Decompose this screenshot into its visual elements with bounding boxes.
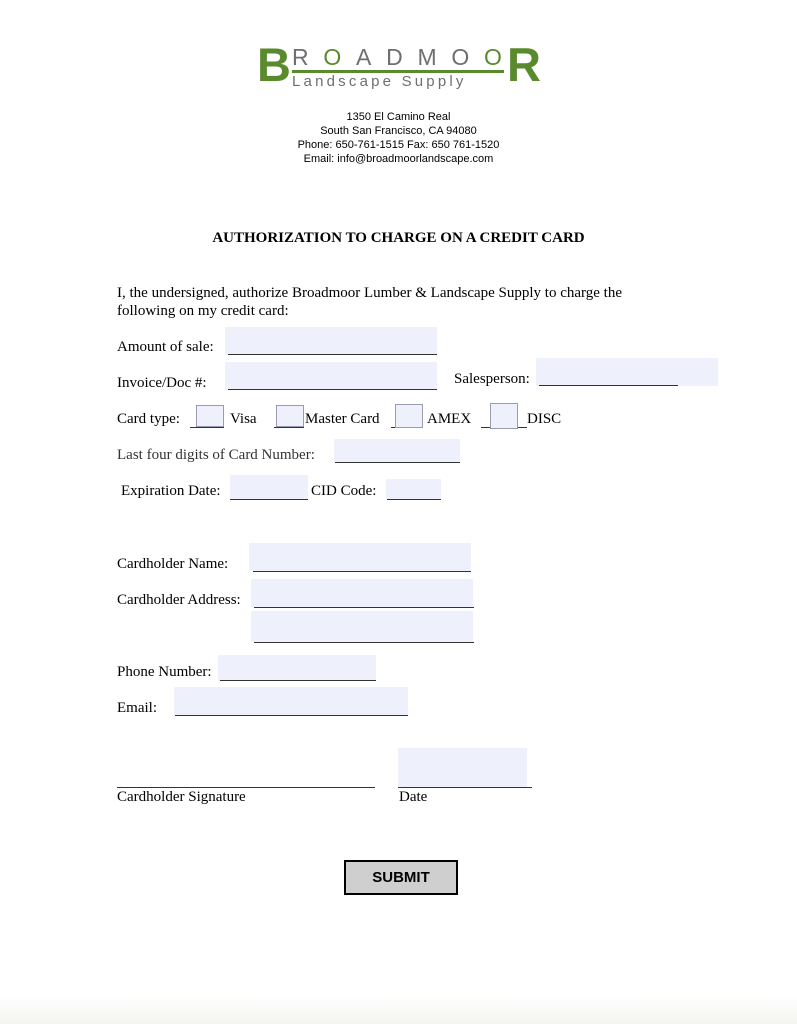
submit-button[interactable]: SUBMIT xyxy=(344,860,458,895)
logo-letter: D xyxy=(386,44,403,70)
logo-big-b: B xyxy=(257,38,291,91)
logo-big-r: R xyxy=(507,38,541,91)
phone-field[interactable] xyxy=(218,655,376,681)
visa-underline xyxy=(190,427,224,428)
expiration-field[interactable] xyxy=(230,475,308,499)
intro-line-2: following on my credit card: xyxy=(117,303,289,319)
salesperson-label: Salesperson: xyxy=(454,371,530,387)
email-underline xyxy=(175,715,408,716)
logo-letter: O xyxy=(484,44,502,70)
mastercard-checkbox[interactable] xyxy=(276,405,304,427)
cardholder-name-field[interactable] xyxy=(249,543,471,571)
logo-letter: O xyxy=(323,44,342,70)
signature-line xyxy=(117,787,375,788)
cardholder-address-label: Cardholder Address: xyxy=(117,592,241,608)
amount-field[interactable] xyxy=(225,327,437,355)
logo-subtitle: Landscape Supply xyxy=(292,73,467,90)
address-city: South San Francisco, CA 94080 xyxy=(320,125,477,137)
page-bottom-fade xyxy=(0,996,797,1024)
disc-label: DISC xyxy=(527,411,562,427)
salesperson-field[interactable] xyxy=(536,358,718,386)
email-field[interactable] xyxy=(174,687,408,715)
cid-label: CID Code: xyxy=(311,483,377,499)
cid-underline xyxy=(387,499,441,500)
visa-label: Visa xyxy=(230,411,257,427)
logo-letter: M xyxy=(417,44,437,70)
address-phone: Phone: 650-761-1515 Fax: 650 761-1520 xyxy=(297,139,500,151)
visa-checkbox[interactable] xyxy=(196,405,224,427)
date-field[interactable] xyxy=(398,748,527,787)
cardholder-address-field-1[interactable] xyxy=(251,579,473,607)
expiration-label: Expiration Date: xyxy=(121,483,221,499)
cardholder-address-underline-2 xyxy=(254,642,474,643)
date-label: Date xyxy=(399,789,428,805)
invoice-underline xyxy=(228,389,437,390)
phone-underline xyxy=(220,680,376,681)
disc-checkbox[interactable] xyxy=(490,403,518,429)
email-label: Email: xyxy=(117,700,157,716)
signature-label: Cardholder Signature xyxy=(117,789,246,805)
address-email: Email: info@broadmoorlandscape.com xyxy=(303,153,494,165)
last-four-field[interactable] xyxy=(334,439,460,462)
intro-line-1: I, the undersigned, authorize Broadmoor Lumber & Landscape Supply to charge the xyxy=(117,285,622,301)
cardholder-address-field-2[interactable] xyxy=(251,611,473,642)
invoice-label: Invoice/Doc #: xyxy=(117,375,207,391)
expiration-underline xyxy=(230,499,308,500)
cid-field[interactable] xyxy=(386,479,441,499)
logo-letters xyxy=(292,44,502,70)
form-title: AUTHORIZATION TO CHARGE ON A CREDIT CARD xyxy=(212,230,585,246)
salesperson-underline xyxy=(539,385,678,386)
mastercard-underline xyxy=(274,427,304,428)
card-type-label: Card type: xyxy=(117,411,180,427)
amount-label: Amount of sale: xyxy=(117,339,214,355)
logo-letter: R xyxy=(292,44,309,70)
cardholder-name-underline xyxy=(253,571,471,572)
amex-checkbox[interactable] xyxy=(395,404,423,428)
last-four-label: Last four digits of Card Number: xyxy=(117,447,315,463)
logo-letter: A xyxy=(356,44,372,70)
address-line: 1350 El Camino Real xyxy=(346,111,451,123)
logo-letter: O xyxy=(451,44,470,70)
date-line xyxy=(398,787,532,788)
cardholder-name-label: Cardholder Name: xyxy=(117,556,229,572)
amount-underline xyxy=(228,354,437,355)
invoice-field[interactable] xyxy=(225,362,437,390)
phone-label: Phone Number: xyxy=(117,664,212,680)
cardholder-address-underline-1 xyxy=(254,607,474,608)
amex-label: AMEX xyxy=(427,411,472,427)
last-four-underline xyxy=(335,462,460,463)
mastercard-label: Master Card xyxy=(305,411,380,427)
company-logo xyxy=(0,40,797,95)
